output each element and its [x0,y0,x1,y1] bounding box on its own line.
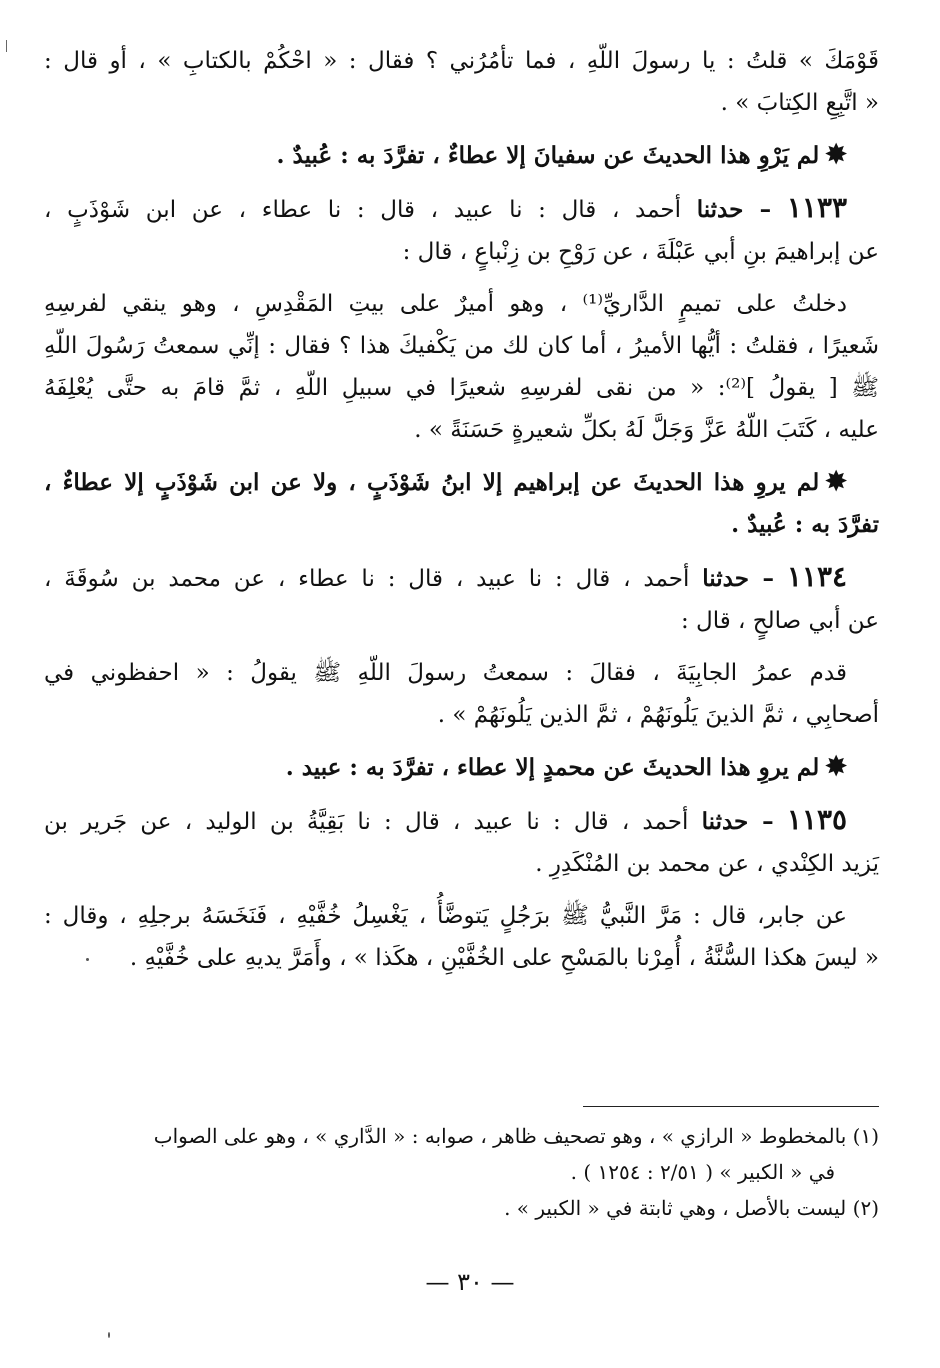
paragraph-1 [44,40,879,124]
matn-1134 [44,652,879,736]
hadith-lead: – حدثنا [696,196,772,223]
text-line: أصحابِي ، ثمَّ الذينَ يَلُونَهُمْ ، ثمَّ الذين يَلُونَهُمْ » . [437,702,879,728]
text-line: يَزيد الكِنْدي ، عن محمد بن المُنْكَدِرِ . [535,851,879,877]
text-line: قَوْمَكَ » قلتُ : يا رسولَ اللّهِ ، فما تأمُرُني ؟ فقال : « احْكُمْ بالكتابِ » ، أو قال : [44,48,879,74]
text-line [44,134,847,177]
text-line: تفرَّدَ به : عُبيدٌ . [731,511,879,538]
hadith-1133 [44,187,879,273]
note-text: لم يروِ هذا الحديثَ عن إبراهيم إلا ابنُ شَوْذَبٍ ، ولا عن ابن شَوْذَبٍ إلا عطاءٌ ، [44,469,820,496]
hadith-number: ١١٣٥ [786,803,848,836]
footnote-1-continuation: في « الكبير » ( ٢/٥١ : ١٢٥٤ ) . [570,1160,835,1184]
text-line: « ليسَ هكذا السُّنَّةُ ، أُمِرْنا بالمَسْحِ على الخُفَّيْنِ ، هكَذا » ، وأَمَرَّ يديهِ على خُفَّيْهِ . [129,945,879,971]
scan-speck [108,1332,110,1338]
main-text [44,40,879,989]
text-line [44,746,847,789]
note-text: لم يَرْوِ هذا الحديثَ عن سفيانَ إلا عطاءٌ ، تفرَّدَ به : عُبيدٌ . [276,142,820,169]
note-1134-summary [44,746,879,789]
text-line [44,461,879,504]
text-line: عن جابر، قال : مَرَّ النَّبيُّ ﷺ برَجُلٍ يَتوضَّأُ ، يَغْسِلُ خُفَّيْهِ ، فَنَخَسَهُ برجلِهِ ، وقال : [44,903,847,929]
asterisk-icon: ✸ [825,467,847,497]
text-line [44,556,879,600]
text-line [44,799,879,843]
footnote-2: (٢) ليست بالأصل ، وهي ثابتة في « الكبير » . [504,1196,879,1220]
asterisk-icon: ✸ [825,752,847,782]
footnotes [44,1118,879,1226]
hadith-number: ١١٣٣ [786,191,848,224]
matn-1135 [44,895,879,979]
scan-edge-mark [6,40,7,52]
text-line [44,187,879,231]
text-line: عن إبراهيمَ بنِ أبي عَبْلَةَ ، عن رَوْحِ بن زِنْباعٍ ، قال : [402,239,879,265]
hadith-1134 [44,556,879,642]
note-text: لم يروِ هذا الحديثَ عن محمدٍ إلا عطاء ، تفرَّدَ به : عبيد . [285,754,820,781]
text-line: شَعيرًا ، فقلتُ : أيُّها الأميرُ ، أما كان لك من يَكْفيكَ هذا ؟ فقال : إنِّي سمعتُ رَسُولَ اللّهِ [44,333,879,359]
text-line: دخلتُ على تميمٍ الدَّاريِّ⁽¹⁾ ، وهو أميرٌ على بيتِ المَقْدِسِ ، وهو ينقي لفرسِهِ [44,291,847,317]
isnad-text: أحمد ، قال : نا عبيد ، قال : نا بَقِيَّةُ بن الوليد ، عن جَرير بن [44,809,689,835]
matn-1133 [44,283,879,451]
note-1133-b-summary [44,461,879,546]
hadith-number: ١١٣٤ [786,560,848,593]
text-line: ﷺ [ يقولُ ]⁽²⁾: « من نقى لفرسِهِ شعيرًا في سبيلِ اللّهِ ، ثمَّ قامَ به حتَّى يُعْلِفَهُ [44,375,879,401]
scan-speck [86,958,89,961]
text-line: « اتَّبِعِ الكِتابَ » . [720,90,879,116]
hadith-lead: – حدثنا [701,808,774,835]
text-line: عليه ، كَتَبَ اللّهُ عَزَّ وَجَلَّ لَهُ بكلِّ شعيرةٍ حَسَنَةً » . [414,417,879,443]
isnad-text: أحمد ، قال : نا عبيد ، قال : نا عطاء ، عن محمد بن سُوقَةَ ، [44,566,690,592]
asterisk-icon: ✸ [825,140,847,170]
footnote-1: (١) بالمخطوط « الرازي » ، وهو تصحيف ظاهر ، صوابه : « الدَّاري » ، وهو على الصواب [153,1124,879,1148]
text-line: عن أبي صالحٍ ، قال : [680,608,879,634]
hadith-1135 [44,799,879,885]
note-1133-summary [44,134,879,177]
page-number: — ٣٠ — [425,1268,515,1296]
isnad-text: أحمد ، قال : نا عبيد ، قال : نا عطاء ، عن ابن شَوْذَبٍ ، [44,197,682,223]
text-line: قدم عمرُ الجابِيَةَ ، فقالَ : سمعتُ رسولَ اللّهِ ﷺ يقولُ : « احفظوني في [44,660,847,686]
hadith-lead: – حدثنا [702,565,774,592]
footnote-divider [583,1106,879,1107]
